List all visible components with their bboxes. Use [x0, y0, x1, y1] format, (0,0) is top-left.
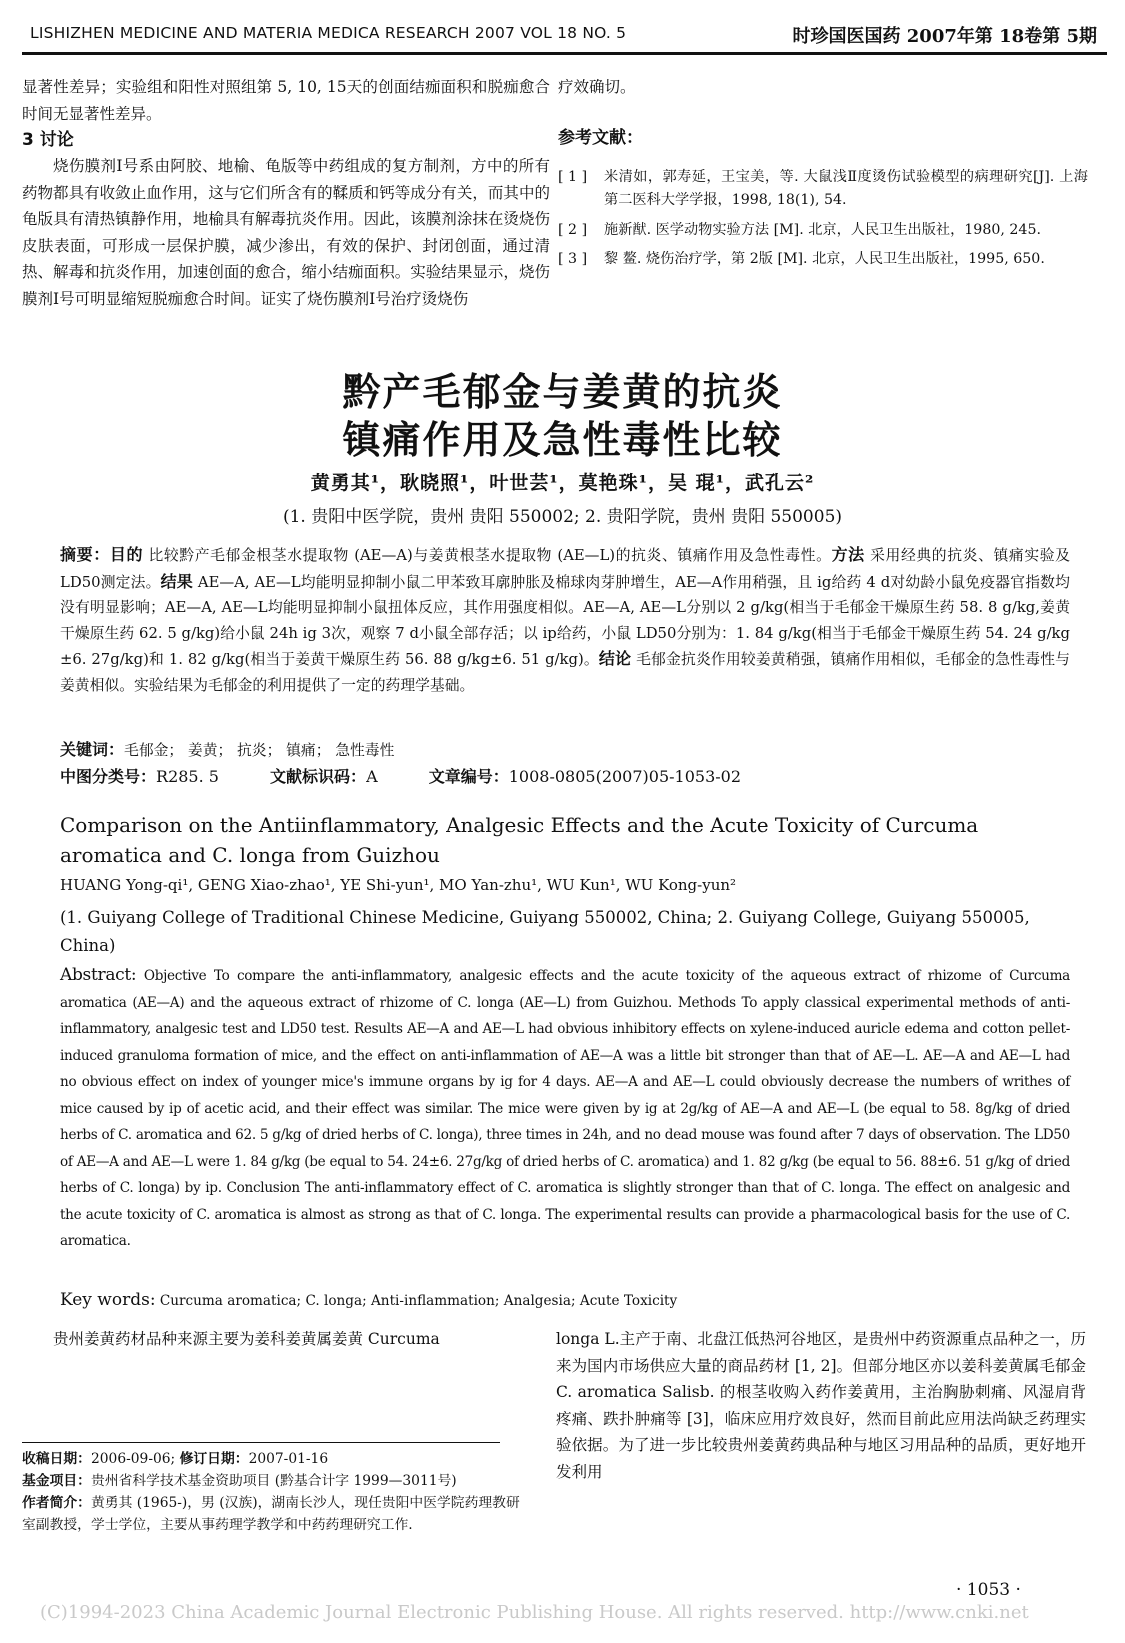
reference-text: 施新猷. 医学动物实验方法 [M]. 北京，人民卫生出版社，1980, 245.: [604, 221, 1041, 238]
article-title: [0, 368, 1125, 464]
clc-value: R285. 5: [156, 767, 219, 786]
discussion-paragraph: 烧伤膜剂Ⅰ号系由阿胶、地榆、龟版等中药组成的复方制剂，方中的所有药物都具有收敛止血作用，这与它们所含有的鞣质和钙等成分有关，而其中的龟版具有清热镇静作用，地榆具有解毒抗炎作用。因此，该膜剂涂抹在烫烧伤皮肤表面，可形成一层保护膜，减少渗出，有效的保护、封闭创面，通过清热、解毒和抗炎作用，加速创面的愈合，缩小结痂面积。实验结果显示，烧伤膜剂Ⅰ号可明显缩短脱痂愈合时间。证实了烧伤膜剂Ⅰ号治疗烫烧伤: [22, 157, 550, 308]
reference-item: [558, 248, 1088, 272]
bio-text: 黄勇其 (1965-)，男 (汉族)，湖南长沙人，现任贵阳中医学院药理教研室副教授，学士学位，主要从事药理学教学和中药药理研究工作.: [22, 1495, 520, 1533]
revised-label: 修订日期：: [179, 1451, 249, 1467]
english-authors: HUANG Yong-qi¹, GENG Xiao-zhao¹, YE Shi-yun¹, MO Yan-zhu¹, WU Kun¹, WU Kong-yun²: [60, 876, 737, 894]
abstract-chinese: [60, 542, 1070, 699]
body-right-column: longa L.主产于南、北盘江低热河谷地区，是贵州中药资源重点品种之一，历来为国内市场供应大量的商品药材 [1, 2]。但部分地区亦以姜科姜黄属毛郁金 C. aromatica Salisb. 的根茎收购入药作姜黄用，主治胸胁刺痛、风湿肩背疼痛、跌扑肿痛等 [3]，临床应用疗效良好，然而目前此应用法尚缺乏药理实验依据。为了进一步比较贵州姜黄药典品种与地区习用品种的品质，更好地开发利用: [556, 1330, 1086, 1481]
footnote-fund: [22, 1470, 522, 1492]
footnotes: [22, 1448, 522, 1536]
bio-label: 作者简介：: [22, 1495, 91, 1511]
previous-article-continuation: 疗效确切。: [558, 78, 636, 96]
affiliations-chinese: (1. 贵阳中医学院，贵州 贵阳 550002; 2. 贵阳学院，贵州 贵阳 550005): [282, 507, 843, 527]
reference-text: 米清如，郭寿延，王宝美，等. 大鼠浅Ⅱ度烫伤试验模型的病理研究[J]. 上海第二医科大学学报，1998, 18(1), 54.: [604, 168, 1088, 208]
reference-item: [558, 219, 1088, 243]
revised-date: 2007-01-16: [248, 1451, 329, 1467]
english-abstract-text: Objective To compare the anti-inflammatory, analgesic effects and the acute toxicity of the aqueous extract of rhizome of Curcuma aromatica (AE—A) and the aqueous extract of rhizome of C. longa (AE—L) from Guizhou. Methods To apply classical experimental methods of anti-inflammatory, analgesic test and LD50 test. Results AE—A and AE—L had obvious inhibitory effects on xylene-induced auricle edema and cotton pellet-induced granuloma formation of mice, and the effect on anti-inflammation of AE—A was a little bit stronger than that of AE—L. AE—A and AE—L had no obvious effect on index of younger mice's immune organs by ig for 4 days. AE—A and AE—L could obviously decrease the numbers of writhes of mice caused by ip of acetic acid, and their effect was similar. The mice were given by ig at 2g/kg of AE—A and AE—L (be equal to 58. 8g/kg of dried herbs of C. aromatica and 62. 5 g/kg of dried herbs of C. longa), three times in 24h, and no dead mouse was found after 7 days of observation. The LD50 of AE—A and AE—L were 1. 84 g/kg (be equal to 54. 24±6. 27g/kg of dried herbs of C. aromatica) and 1. 82 g/kg (be equal to 56. 88±6. 51 g/kg of dried herbs of C. longa) by ip. Conclusion The anti-inflammatory effect of C. aromatica is slightly stronger than that of C. longa. The effect on analgesic and the acute toxicity of C. aromatica is almost as strong as that of C. longa. The experimental results can provide a pharmacological basis for the use of C. aromatica.: [60, 968, 1070, 1249]
methods-label: 方法: [831, 545, 865, 564]
footnote-dates: [22, 1448, 522, 1470]
reference-number: [ 2 ]: [558, 221, 588, 238]
results-label: 结果: [160, 571, 193, 591]
english-title: Comparison on the Antiinflammatory, Analgesic Effects and the Acute Toxicity of Curcuma aromatica and C. longa from Guizhou: [60, 813, 979, 867]
document-code-value: A: [366, 767, 378, 786]
authors-chinese: 黄勇其¹，耿晓照¹，叶世芸¹，莫艳珠¹，吴 琨¹，武孔云²: [310, 472, 815, 494]
reference-number: [ 1 ]: [558, 168, 588, 185]
body-left-column: 贵州姜黄药材品种来源主要为姜科姜黄属姜黄 Curcuma: [53, 1330, 440, 1348]
article-title-line-1: 黔产毛郁金与姜黄的抗炎: [342, 370, 783, 414]
references-heading: 参考文献：: [558, 127, 643, 148]
article-number-value: 1008-0805(2007)05-1053-02: [508, 767, 742, 786]
reference-number: [ 3 ]: [558, 251, 588, 267]
received-label: 收稿日期：: [22, 1451, 91, 1467]
objective-label: 目的: [109, 545, 144, 564]
methods-text: 采用经典的抗炎、镇痛实验及 LD50测定法。: [60, 547, 1070, 591]
journal-header-chinese: 时珍国医国药 2007年第 18卷第 5期: [792, 26, 1097, 47]
page-number: · 1053 ·: [956, 1580, 1021, 1600]
copyright-watermark: (C)1994-2023 China Academic Journal Electronic Publishing House. All rights reserved. http://www.cnki.net: [40, 1602, 1029, 1623]
keywords-text: 毛郁金； 姜黄； 抗炎； 镇痛； 急性毒性: [124, 742, 395, 759]
previous-article-paragraph: 显著性差异；实验组和阳性对照组第 5, 10, 15天的创面结痂面积和脱痂愈合时间无显著性差异。: [22, 78, 550, 123]
english-keywords: [60, 1290, 1070, 1310]
reference-list: [558, 166, 1088, 272]
clc-label: 中图分类号：: [60, 767, 157, 786]
english-keywords-text: Curcuma aromatica; C. longa; Anti-inflammation; Analgesia; Acute Toxicity: [159, 1293, 678, 1309]
article-title-line-2: 镇痛作用及急性毒性比较: [342, 418, 783, 462]
previous-article-right-column: [558, 74, 1088, 278]
keywords-chinese: [60, 737, 1070, 760]
received-date: 2006-09-06;: [90, 1451, 176, 1467]
conclusion-text: 毛郁金抗炎作用较姜黄稍强，镇痛作用相似，毛郁金的急性毒性与姜黄相似。实验结果为毛郁金的利用提供了一定的药理学基础。: [60, 651, 1070, 694]
conclusion-label: 结论: [598, 649, 632, 669]
footnote-divider: [22, 1442, 500, 1443]
previous-article-left-column: [22, 74, 550, 312]
article-number-label: 文章编号：: [428, 767, 509, 786]
fund-text: 贵州省科学技术基金资助项目 (黔基合计字 1999—3011号): [90, 1473, 457, 1489]
journal-header-english: LISHIZHEN MEDICINE AND MATERIA MEDICA RESEARCH 2007 VOL 18 NO. 5: [30, 24, 627, 42]
reference-item: [558, 166, 1088, 213]
abstract-label: 摘要：: [60, 545, 110, 564]
running-header: [22, 18, 1107, 55]
reference-text: 黎 鳌. 烧伤治疗学，第 2版 [M]. 北京，人民卫生出版社，1995, 650.: [604, 251, 1045, 267]
english-abstract-label: Abstract:: [60, 965, 137, 985]
discussion-heading: 3 讨论: [22, 130, 74, 150]
english-abstract: [60, 962, 1070, 1255]
objective-text: 比较黔产毛郁金根茎水提取物 (AE—A)与姜黄根茎水提取物 (AE—L)的抗炎、镇痛作用及急性毒性。: [148, 547, 832, 564]
footnote-bio: [22, 1492, 522, 1536]
fund-label: 基金项目：: [22, 1473, 91, 1489]
english-keywords-label: Key words:: [60, 1290, 156, 1310]
english-affiliations: (1. Guiyang College of Traditional Chinese Medicine, Guiyang 550002, China; 2. Guiyang College, Guiyang 550005, China): [60, 908, 1030, 955]
classification-line: [60, 764, 1070, 787]
keywords-label: 关键词：: [60, 740, 125, 759]
results-text: AE—A, AE—L均能明显抑制小鼠二甲苯致耳廓肿胀及棉球肉芽肿增生，AE—A作用稍强，且 ig给药 4 d对幼龄小鼠免疫器官指数均没有明显影响；AE—A, AE—L均能明显抑制小鼠扭体反应，其作用强度相似。AE—A, AE—L分别以 2 g/kg(相当于毛郁金干燥原生药 58. 8 g/kg,姜黄干燥原生药 62. 5 g/kg)给小鼠 24h ig 3次，观察 7 d小鼠全部存活；以 ip给药，小鼠 LD50分别为：1. 84 g/kg(相当于毛郁金干燥原生药 54. 24 g/kg ±6. 27g/kg)和 1. 82 g/kg(相当于姜黄干燥原生药 56. 88 g/kg±6. 51 g/kg)。: [60, 573, 1070, 669]
document-code-label: 文献标识码：: [270, 767, 367, 786]
